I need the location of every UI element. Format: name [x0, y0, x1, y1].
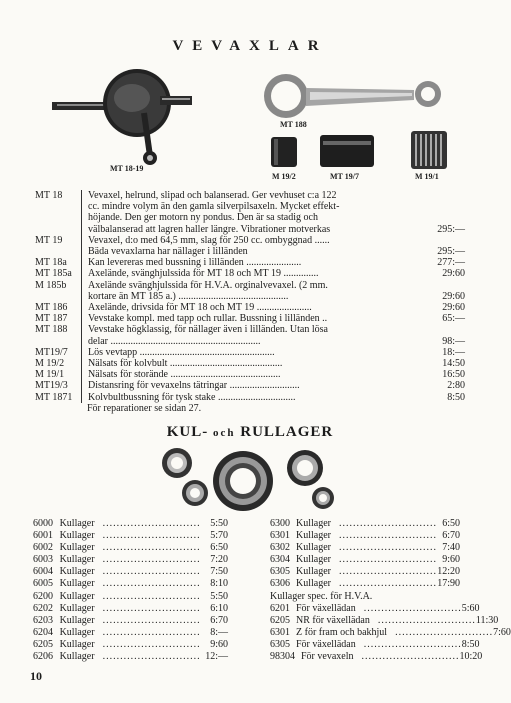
part-description-line: Lös vevtapp ...................................................... — [88, 346, 275, 358]
bearing-code: 6003 — [33, 554, 53, 566]
bearing-price: 12:20 — [437, 566, 460, 578]
dot-leader: ............................ — [102, 578, 201, 590]
bearing-row — [270, 651, 483, 663]
part-price: 29:60 — [442, 268, 465, 280]
part-description-line: Nälsats för kolvbult ............................................. — [88, 358, 283, 370]
connecting-rod-photo — [262, 68, 452, 128]
part-price: 16:50 — [442, 369, 465, 381]
bearing-name: Kullager spec. för H.V.A. — [270, 590, 373, 602]
part-description — [81, 380, 421, 391]
part-description-line: Distansring för vevaxelns tätringar ............................ — [88, 380, 300, 392]
bearing-price: 8:— — [210, 626, 228, 638]
crank-pin-photo — [320, 133, 374, 169]
part-description — [81, 358, 421, 369]
bearing-code: 98304 — [270, 651, 295, 663]
part-price: 295:— — [437, 223, 465, 235]
bearing-code: 6305 — [270, 638, 290, 650]
bearing-name: Kullager — [59, 566, 95, 578]
dot-leader: ............................ — [102, 638, 201, 650]
part-description-line: Vevstake kompl. med tapp och rullar. Bussning i lilländen .. — [88, 313, 328, 325]
part-description — [81, 268, 421, 279]
title-och: och — [212, 427, 236, 439]
bearing-name: Kullager — [59, 614, 95, 626]
part-description-line: Axelände, drivsida för MT 18 och MT 19 ...................... — [88, 302, 312, 314]
part-row — [35, 380, 465, 391]
part-code: M 19/2 — [35, 358, 65, 370]
part-code: MT 187 — [35, 313, 68, 325]
part-row — [35, 280, 465, 302]
part-price: 29:60 — [442, 290, 465, 302]
bearing-code: 6205 — [33, 638, 53, 650]
bearing-row — [33, 639, 228, 651]
part-price: 8:50 — [447, 391, 465, 403]
part-row — [35, 302, 465, 313]
bearing-price: 17:90 — [437, 578, 460, 590]
part-row — [35, 268, 465, 279]
bearing-price: 9:60 — [210, 638, 228, 650]
bearing-row — [270, 626, 511, 639]
dot-leader: ............................ — [102, 590, 201, 602]
dot-leader: ............................ — [102, 518, 201, 529]
bearing-name: För vevaxeln — [301, 651, 354, 663]
bearing-row — [33, 554, 228, 566]
dot-leader — [380, 591, 420, 603]
part-row — [35, 235, 465, 257]
part-code: M 185b — [35, 279, 67, 291]
part-price: 2:80 — [447, 380, 465, 392]
left-bearing-list — [33, 518, 228, 663]
bearing-name: Kullager — [59, 651, 95, 663]
bearing-price: 5:50 — [210, 518, 228, 529]
bearing-price: 12:— — [205, 651, 228, 663]
bearing-row — [270, 554, 460, 566]
bearing-row — [270, 602, 480, 615]
bearing-code: 6204 — [33, 626, 53, 638]
part-description — [81, 324, 421, 346]
dot-leader: ............................ — [102, 566, 201, 578]
bearing-price: 6:50 — [210, 542, 228, 554]
bearing-code: 6305 — [270, 566, 290, 578]
part-price: 277:— — [437, 257, 465, 269]
dot-leader: ............................ — [102, 542, 201, 554]
part-description-line: Kan levereras med bussning i lilländen ...................... — [88, 257, 302, 269]
bearing-row — [33, 542, 228, 554]
part-code: MT 185a — [35, 268, 72, 280]
bearing-row — [33, 566, 228, 578]
part-code: MT 188 — [35, 324, 68, 336]
part-price: 29:60 — [442, 302, 465, 314]
dot-leader: ............................ — [363, 638, 462, 650]
bearing-name: Kullager — [59, 638, 95, 650]
bearing-code: 6306 — [270, 578, 290, 590]
bearing-price: 7:50 — [210, 566, 228, 578]
part-description — [81, 257, 421, 268]
bearing-name: Kullager — [59, 590, 95, 602]
dot-leader: ............................ — [102, 614, 201, 626]
bearing-price: 7:40 — [442, 542, 460, 554]
dot-leader: ............................ — [339, 566, 437, 578]
needle-bearing-photo-large — [410, 130, 448, 170]
part-price: 295:— — [437, 246, 465, 258]
bearing-row — [270, 530, 460, 542]
part-price: 65:— — [442, 313, 465, 325]
bearing-name: Kullager — [296, 566, 331, 578]
part-code: MT 18a — [35, 257, 67, 269]
dot-leader: ............................ — [395, 626, 494, 638]
dot-leader: ............................ — [377, 614, 476, 626]
part-code: MT 18 — [35, 190, 63, 201]
bearing-name: Z för fram och bakhjul — [296, 626, 388, 638]
bearing-price: 5:70 — [210, 530, 228, 542]
bearing-row — [270, 614, 499, 627]
bearing-code: 6002 — [33, 542, 53, 554]
part-description-line: delar ............................................................ — [88, 335, 261, 347]
bearing-price: 6:70 — [442, 530, 460, 542]
bearing-name: Kullager — [59, 602, 95, 614]
part-row — [35, 313, 465, 324]
dot-leader: ............................ — [339, 530, 437, 542]
part-description-line: Vevaxel, helrund, slipad och balanserad. Ger vevhuset c:a 122 — [88, 190, 337, 201]
dot-leader: ............................ — [339, 542, 437, 554]
bearing-code: 6302 — [270, 542, 290, 554]
part-code: MT 186 — [35, 302, 68, 314]
part-description-line: höjande. Den ger motorn ny pondus. Den är sa stadig och — [88, 212, 318, 224]
part-price: 98:— — [442, 335, 465, 347]
figure-label-crankshaft: MT 18-19 — [110, 164, 144, 173]
part-price: 14:50 — [442, 358, 465, 370]
bearing-row — [33, 603, 228, 615]
part-description-line: kortare än MT 185 a.) ............................................ — [88, 290, 289, 302]
parts-price-list — [35, 190, 465, 414]
bearing-code: 6205 — [270, 614, 290, 626]
part-row — [35, 257, 465, 268]
bearing-code: 6304 — [270, 554, 290, 566]
part-code — [35, 403, 81, 414]
bearing-code: 6206 — [33, 651, 53, 663]
section-title-rullager — [0, 424, 500, 441]
bearing-price: 11:30 — [475, 614, 499, 626]
bearing-name: Kullager — [296, 518, 331, 529]
part-description-line: Axelände svänghjulssida för H.V.A. orginalvevaxel. (2 mm. — [88, 279, 328, 291]
dot-leader: ............................ — [102, 530, 201, 542]
dot-leader: ............................ — [102, 651, 201, 663]
bearing-price: 6:50 — [442, 518, 460, 529]
part-code: MT19/3 — [35, 380, 68, 392]
part-row — [35, 347, 465, 358]
part-description — [81, 403, 421, 414]
bearing-code: 6004 — [33, 566, 53, 578]
ball-bearings-photo — [155, 443, 345, 513]
bearing-price: 8:10 — [210, 578, 228, 590]
part-row — [35, 392, 465, 403]
bearing-row — [270, 578, 460, 590]
bearing-code: 6202 — [33, 602, 53, 614]
dot-leader: ............................ — [363, 602, 462, 614]
part-description — [81, 369, 421, 380]
dot-leader: ............................ — [102, 554, 201, 566]
dot-leader: ............................ — [361, 651, 460, 663]
right-bearing-list — [270, 518, 511, 663]
part-code: MT 19 — [35, 234, 63, 246]
bearing-price: 7:20 — [210, 554, 228, 566]
part-code: MT 1871 — [35, 391, 73, 403]
bearing-name: För växellädan — [296, 602, 356, 614]
part-row — [35, 324, 465, 346]
part-row — [35, 369, 465, 380]
part-row — [35, 190, 465, 235]
bearing-row — [33, 651, 228, 663]
bearing-row — [270, 542, 460, 554]
bearing-price: 6:10 — [210, 602, 228, 614]
bearing-row — [270, 591, 460, 603]
bearing-row — [33, 518, 228, 530]
dot-leader: ............................ — [102, 602, 201, 614]
bearing-code: 6201 — [270, 602, 290, 614]
part-description-line: Nälsats för storände ............................................ — [88, 369, 281, 381]
bearing-name: Kullager — [296, 542, 331, 554]
part-description — [81, 313, 421, 324]
part-description-line: Axelände, svänghjulssida för MT 18 och MT 19 .............. — [88, 268, 319, 280]
part-code: M 19/1 — [35, 369, 65, 381]
part-row — [35, 403, 465, 414]
dot-leader: ............................ — [102, 626, 201, 638]
part-description-line: För reparationer se sidan 27. — [87, 402, 202, 414]
bearing-code: 6203 — [33, 614, 53, 626]
part-description — [81, 235, 421, 257]
part-description — [81, 347, 421, 358]
part-code: MT19/7 — [35, 346, 68, 358]
bearing-code: 6300 — [270, 518, 290, 529]
bearing-code: 6301 — [270, 626, 290, 638]
part-description — [81, 190, 421, 235]
dot-leader: ............................ — [339, 518, 437, 529]
bearing-name: NR för växellädan — [296, 614, 370, 626]
page-number: 10 — [30, 669, 42, 683]
part-description — [81, 280, 421, 302]
bearing-name: Kullager — [296, 554, 331, 566]
bearing-price: 5:60 — [461, 602, 480, 614]
part-description — [81, 392, 421, 403]
section-title-vevaxlar: VEVAXLAR — [172, 38, 328, 54]
bearing-price: 10:20 — [459, 651, 483, 663]
bearing-name: Kullager — [59, 626, 95, 638]
bearing-row — [270, 566, 460, 578]
bearing-name: Kullager — [296, 530, 331, 542]
bearing-price — [420, 591, 460, 603]
part-description-line: Kolvbultbussning för tysk stake ............................... — [88, 391, 296, 403]
dot-leader: ............................ — [339, 578, 437, 590]
bearing-row — [270, 638, 480, 651]
bearing-row — [33, 578, 228, 590]
bearing-code: 6005 — [33, 578, 53, 590]
crankshaft-photo — [52, 58, 192, 170]
part-description-line: välbalanserad att lagren haller längre. Vibrationer motverkas — [88, 223, 331, 235]
needle-bearing-photo-small — [270, 135, 298, 169]
bearing-row — [33, 591, 228, 603]
bearing-row — [33, 530, 228, 542]
bearing-name: Kullager — [296, 578, 331, 590]
figure-label-bearing-c: M 19/1 — [415, 172, 439, 181]
bearing-code: 6301 — [270, 530, 290, 542]
bearing-price: 8:50 — [461, 638, 480, 650]
bearing-name: Kullager — [59, 530, 95, 542]
bearing-code: 6001 — [33, 530, 53, 542]
bearing-price: 9:60 — [442, 554, 460, 566]
bearing-name: Kullager — [59, 578, 95, 590]
figure-label-bearing-a: M 19/2 — [272, 172, 296, 181]
figure-label-conrod: MT 188 — [280, 120, 307, 129]
bearing-row — [33, 627, 228, 639]
bearing-price: 7:60 — [493, 626, 511, 638]
title-rullager: RULLAGER — [240, 424, 334, 440]
bearing-price: 6:70 — [210, 614, 228, 626]
bearing-price: 5:50 — [210, 590, 228, 602]
bearing-name: För växellädan — [296, 638, 356, 650]
part-description-line: Bäda vevaxlarna har nällager i lilländen — [88, 246, 248, 258]
bearing-name: Kullager — [59, 542, 95, 554]
part-description-line: Vevaxel, d:o med 64,5 mm, slag för 250 cc. ombyggnad ...... — [88, 234, 330, 246]
bearing-code: 6200 — [33, 590, 53, 602]
bearing-row — [270, 518, 460, 530]
part-description — [81, 302, 421, 313]
bearing-code: 6000 — [33, 518, 53, 529]
bearing-name: Kullager — [59, 554, 95, 566]
part-description-line: Vevstake högklassig, för nällager även i lilländen. Utan lösa — [88, 324, 328, 336]
figure-label-bearing-b: MT 19/7 — [330, 172, 359, 181]
part-row — [35, 358, 465, 369]
part-price: 18:— — [442, 346, 465, 358]
part-description-line: cc. mindre volym än den gamla silverpilsaxeln. Mycket effekt- — [88, 201, 340, 213]
bearing-name: Kullager — [59, 518, 95, 529]
title-kul: KUL- — [166, 424, 209, 440]
bearing-row — [33, 615, 228, 627]
dot-leader: ............................ — [339, 554, 437, 566]
